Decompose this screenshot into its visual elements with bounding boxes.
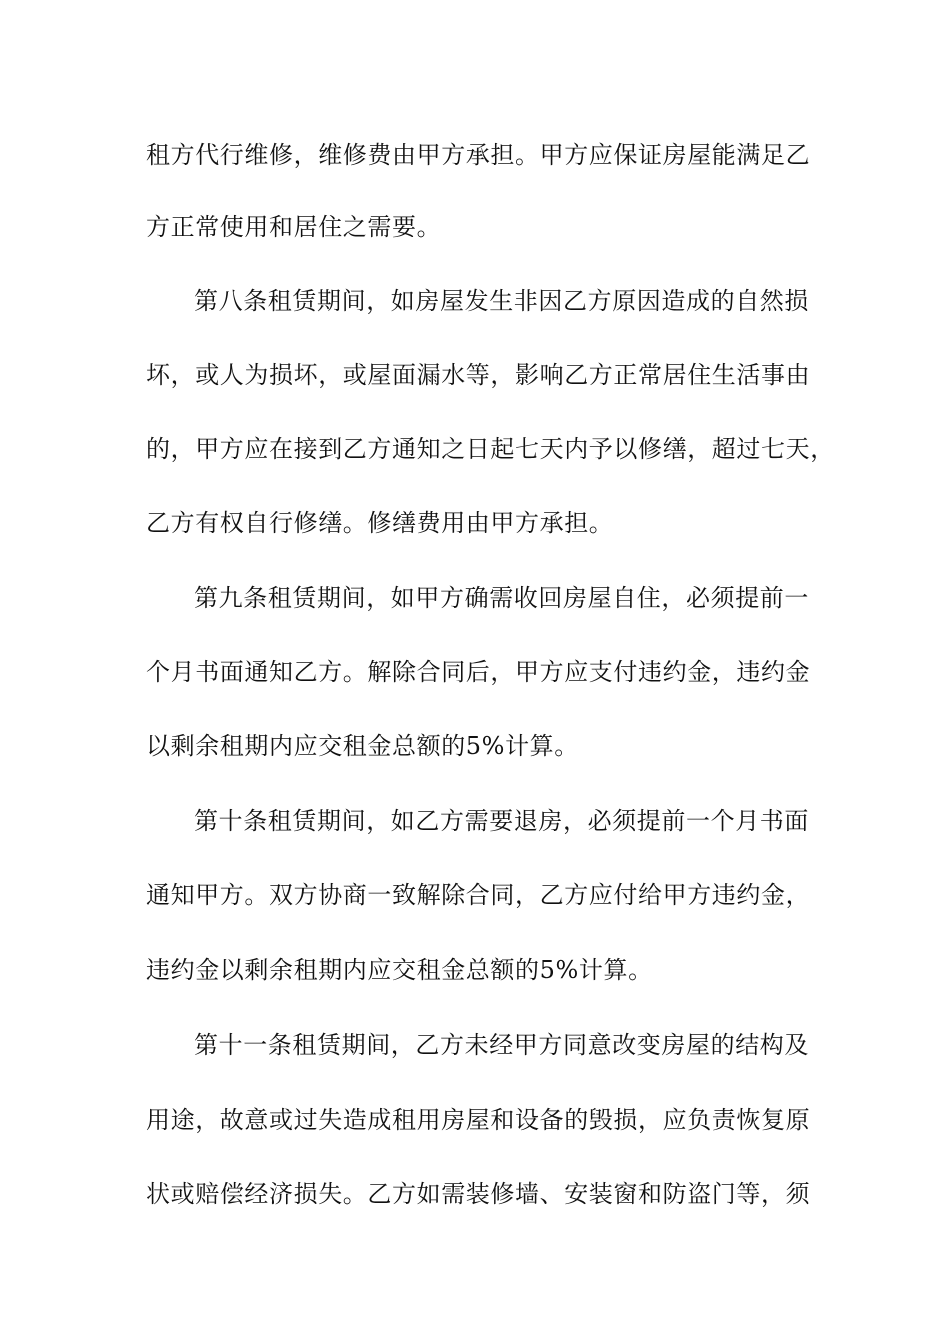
text-line: 状或赔偿经济损失。乙方如需装修墙、安装窗和防盗门等，须 bbox=[146, 1180, 811, 1208]
article-10-line: 第十条租赁期间，如乙方需要退房，必须提前一个月书面 bbox=[194, 807, 809, 835]
text-line: 通知甲方。双方协商一致解除合同，乙方应付给甲方违约金， bbox=[146, 881, 811, 909]
text-line: 方正常使用和居住之需要。 bbox=[146, 213, 442, 241]
text-line: 用途，故意或过失造成租用房屋和设备的毁损，应负责恢复原 bbox=[146, 1106, 811, 1134]
text-line: 违约金以剩余租期内应交租金总额的5%计算。 bbox=[146, 956, 653, 984]
article-11-line: 第十一条租赁期间，乙方未经甲方同意改变房屋的结构及 bbox=[194, 1031, 809, 1059]
article-9-line: 第九条租赁期间，如甲方确需收回房屋自住，必须提前一 bbox=[194, 584, 809, 612]
text-line: 的，甲方应在接到乙方通知之日起七天内予以修缮，超过七天， bbox=[146, 435, 835, 463]
text-line: 个月书面通知乙方。解除合同后，甲方应支付违约金，违约金 bbox=[146, 658, 811, 686]
text-line: 乙方有权自行修缮。修缮费用由甲方承担。 bbox=[146, 509, 614, 537]
text-line: 以剩余租期内应交租金总额的5%计算。 bbox=[146, 732, 579, 760]
article-8-line: 第八条租赁期间，如房屋发生非因乙方原因造成的自然损 bbox=[194, 287, 809, 315]
text-line: 坏，或人为损坏，或屋面漏水等，影响乙方正常居住生活事由 bbox=[146, 361, 811, 389]
text-line: 租方代行维修，维修费由甲方承担。甲方应保证房屋能满足乙 bbox=[146, 141, 811, 169]
